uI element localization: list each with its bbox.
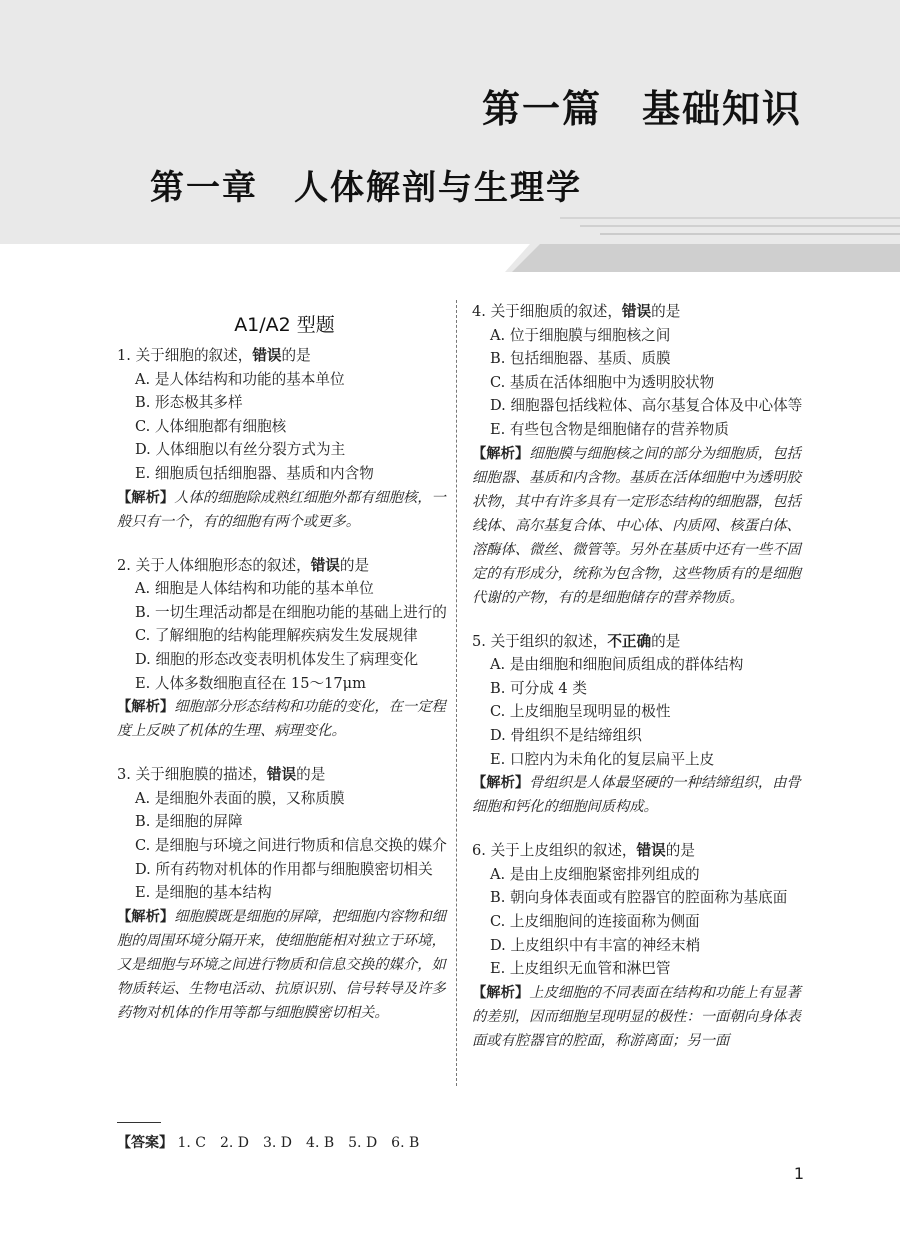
explanation bbox=[472, 442, 807, 610]
question-3 bbox=[117, 763, 452, 1025]
option-c: C. 基质在活体细胞中为透明胶状物 bbox=[490, 373, 715, 391]
option-a: A. 是人体结构和功能的基本单位 bbox=[135, 370, 345, 388]
explanation-label: 【解析】 bbox=[472, 984, 530, 1001]
stem-keyword: 错误 bbox=[621, 303, 652, 320]
option-b: B. 形态极其多样 bbox=[135, 394, 243, 412]
stem-keyword: 不正确 bbox=[607, 632, 652, 650]
explanation-text: 上皮细胞的不同表面在结构和功能上有显著的差别，因而细胞呈现明显的极性：一面朝向身体表面或有腔器官的腔面，称游离面；另一面 bbox=[472, 984, 801, 1049]
left-column bbox=[117, 300, 452, 1045]
question-stem bbox=[117, 344, 452, 368]
explanation bbox=[472, 981, 807, 1053]
explanation-text: 细胞膜与细胞核之间的部分为细胞质，包括细胞器、基质和内含物。基质在活体细胞中为透明胶状物，其中有许多具有一定形态结构的细胞器，包括线体、高尔基复合体、中心体、内质网、核蛋白体、溶酶体、微丝、微管等。另外在基质中还有一些不固定的有形成分，统称为包含物，这些物质有的是细胞代谢的产物，有的是细胞储存的营养物质。 bbox=[472, 445, 801, 606]
option-b: B. 朝向身体表面或有腔器官的腔面称为基底面 bbox=[490, 889, 788, 907]
right-column bbox=[472, 300, 807, 1073]
stem-text: 2. 关于人体细胞形态的叙述， bbox=[117, 556, 311, 574]
stem-keyword: 错误 bbox=[310, 556, 340, 574]
question-1 bbox=[117, 344, 452, 534]
stem-text: 3. 关于细胞膜的描述， bbox=[117, 766, 267, 784]
option-e: E. 是细胞的基本结构 bbox=[135, 884, 272, 902]
question-stem bbox=[117, 763, 452, 787]
explanation bbox=[117, 695, 452, 743]
explanation-label: 【解析】 bbox=[117, 908, 175, 925]
option-a: A. 位于细胞膜与细胞核之间 bbox=[490, 326, 671, 344]
page-number: 1 bbox=[793, 1164, 804, 1183]
option-a: A. 是由细胞和细胞间质组成的群体结构 bbox=[490, 656, 744, 674]
question-stem bbox=[472, 300, 807, 324]
explanation bbox=[472, 771, 807, 819]
header-stripe-decoration bbox=[0, 212, 900, 272]
explanation-text: 细胞部分形态结构和功能的变化，在一定程度上反映了机体的生理、病理变化。 bbox=[117, 699, 446, 740]
question-stem bbox=[472, 839, 807, 863]
question-stem bbox=[472, 630, 807, 654]
option-b: B. 可分成 4 类 bbox=[490, 679, 587, 697]
option-e: E. 细胞质包括细胞器、基质和内含物 bbox=[135, 464, 374, 482]
option-a: A. 细胞是人体结构和功能的基本单位 bbox=[135, 580, 374, 598]
option-b: B. 包括细胞器、基质、质膜 bbox=[490, 350, 671, 368]
stem-text: 1. 关于细胞的叙述， bbox=[117, 347, 253, 364]
stem-keyword: 错误 bbox=[252, 347, 282, 364]
question-stem bbox=[117, 554, 452, 578]
column-divider bbox=[456, 300, 457, 1086]
section-title: A1/A2 型题 bbox=[234, 314, 335, 336]
answer-key-label: 【答案】 bbox=[117, 1135, 173, 1151]
option-d: D. 细胞器包括线粒体、高尔基复合体及中心体等 bbox=[490, 397, 803, 415]
option-d: D. 人体细胞以有丝分裂方式为主 bbox=[135, 441, 346, 459]
explanation bbox=[117, 486, 452, 534]
explanation-label: 【解析】 bbox=[472, 445, 530, 462]
explanation-text: 细胞膜既是细胞的屏障，把细胞内容物和细胞的周围环境分隔开来，使细胞能相对独立于环境，又是细胞与环境之间进行物质和信息交换的媒介，如物质转运、生物电活动、抗原识别、信号转导及许多药物对机体的作用等都与细胞膜密切相关。 bbox=[117, 908, 446, 1021]
footnote-rule bbox=[117, 1122, 161, 1123]
stem-suffix: 的是 bbox=[651, 632, 681, 650]
question-4 bbox=[472, 300, 807, 610]
stem-suffix: 的是 bbox=[296, 766, 326, 784]
question-6 bbox=[472, 839, 807, 1053]
option-a: A. 是由上皮细胞紧密排列组成的 bbox=[490, 865, 700, 883]
answer-key-text: 1. C 2. D 3. D 4. B 5. D 6. B bbox=[177, 1135, 420, 1151]
part-title: 第一篇 基础知识 bbox=[481, 87, 802, 131]
chapter-title: 第一章 人体解剖与生理学 bbox=[150, 168, 582, 208]
option-d: D. 骨组织不是结缔组织 bbox=[490, 726, 642, 744]
stem-suffix: 的是 bbox=[651, 303, 681, 320]
question-5 bbox=[472, 630, 807, 820]
option-d: D. 细胞的形态改变表明机体发生了病理变化 bbox=[135, 650, 419, 668]
stem-text: 5. 关于组织的叙述， bbox=[472, 632, 608, 650]
answer-key bbox=[117, 1132, 419, 1152]
option-a: A. 是细胞外表面的膜，又称质膜 bbox=[135, 789, 345, 807]
explanation-text: 骨组织是人体最坚硬的一种结缔组织，由骨细胞和钙化的细胞间质构成。 bbox=[472, 775, 801, 816]
option-b: B. 一切生理活动都是在细胞功能的基础上进行的 bbox=[135, 603, 447, 621]
explanation-label: 【解析】 bbox=[472, 775, 530, 792]
stem-suffix: 的是 bbox=[281, 347, 311, 364]
question-2 bbox=[117, 554, 452, 744]
option-e: E. 口腔内为未角化的复层扁平上皮 bbox=[490, 750, 715, 768]
option-d: D. 上皮组织中有丰富的神经末梢 bbox=[490, 936, 701, 954]
stem-suffix: 的是 bbox=[339, 556, 370, 574]
explanation-text: 人体的细胞除成熟红细胞外都有细胞核，一般只有一个，有的细胞有两个或更多。 bbox=[117, 489, 446, 530]
option-c: C. 是细胞与环境之间进行物质和信息交换的媒介 bbox=[135, 836, 447, 854]
stem-keyword: 错误 bbox=[266, 766, 297, 784]
option-c: C. 上皮细胞间的连接面称为侧面 bbox=[490, 912, 700, 930]
stem-keyword: 错误 bbox=[636, 842, 666, 860]
option-c: C. 人体细胞都有细胞核 bbox=[135, 417, 287, 435]
stem-text: 4. 关于细胞质的叙述， bbox=[472, 303, 622, 320]
stem-text: 6. 关于上皮组织的叙述， bbox=[472, 842, 637, 860]
option-c: C. 了解细胞的结构能理解疾病发生发展规律 bbox=[135, 627, 418, 645]
option-e: E. 有些包含物是细胞储存的营养物质 bbox=[490, 420, 729, 438]
option-d: D. 所有药物对机体的作用都与细胞膜密切相关 bbox=[135, 860, 433, 878]
explanation-label: 【解析】 bbox=[117, 699, 175, 716]
option-b: B. 是细胞的屏障 bbox=[135, 813, 243, 831]
option-e: E. 上皮组织无血管和淋巴管 bbox=[490, 960, 671, 978]
explanation-label: 【解析】 bbox=[117, 489, 175, 506]
explanation bbox=[117, 905, 452, 1025]
option-e: E. 人体多数细胞直径在 15～17μm bbox=[135, 674, 366, 692]
option-c: C. 上皮细胞呈现明显的极性 bbox=[490, 703, 671, 721]
stem-suffix: 的是 bbox=[665, 842, 695, 860]
